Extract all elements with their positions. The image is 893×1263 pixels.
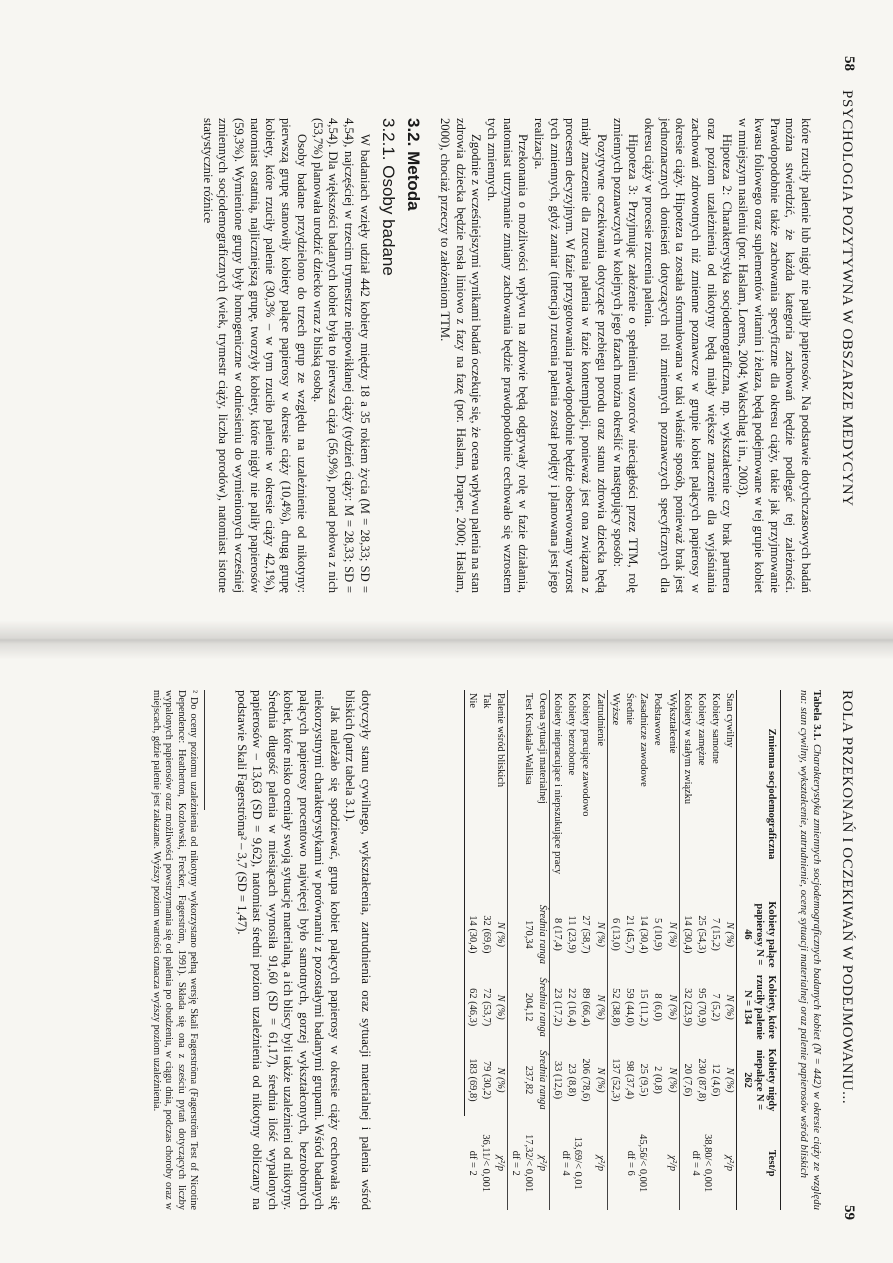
table-column-unit: Średnia ranga <box>535 1044 550 1117</box>
test-value: df = 4 <box>689 1150 701 1176</box>
table-cell: 62 (46,3) <box>464 971 479 1044</box>
table-cell: 6 (13,0) <box>609 917 621 951</box>
table-row-label: Kobiety w stałym związku <box>681 693 693 805</box>
left-text-column <box>199 118 813 593</box>
table-row-label: Kobiety zamężne <box>695 693 707 766</box>
table-column-unit: N (%) <box>493 898 508 971</box>
table-cell: 8 (17,4) <box>551 917 563 951</box>
table-cell: 32 (23,9) <box>681 988 693 1027</box>
table-cell: 95 (70,9) <box>695 988 707 1027</box>
table-cell: 21 (45,7) <box>623 915 635 954</box>
table-header-smokers: Kobiety palące papierosy N = 46 <box>737 898 781 971</box>
test-value: 38,80/< 0,001 <box>702 1134 714 1193</box>
table-header-test: Test/p <box>737 1116 781 1210</box>
table-row <box>508 690 535 1210</box>
table-section-header <box>592 690 607 1210</box>
table-row-label: Kobiety pracujące zawodowo <box>580 693 592 817</box>
table-cell: 12 (4,6) <box>710 1063 722 1097</box>
table-test-result <box>549 1116 592 1210</box>
test-value: 17,32/< 0,001 <box>522 1134 534 1193</box>
sociodemographic-table <box>464 690 781 1210</box>
table-row-label: Kobiety bezrobotne <box>566 693 578 776</box>
table-cell: 33 (12,6) <box>551 1060 563 1100</box>
table-column-unit: χ²/p <box>664 1116 679 1210</box>
paragraph: dotyczyły stanu cywilnego, wykształcenia, zatrudnienia oraz sytuacji materialnej i palenia wśród bliskich (patrz tabela 3.1). <box>343 690 373 1210</box>
table-section-header <box>493 690 508 1210</box>
table-cell: 79 (30,2) <box>480 1060 492 1100</box>
table-cell: 11 (23,9) <box>566 915 578 954</box>
table-section-title: Zatrudnienie <box>592 690 607 898</box>
subsection-heading: 3.2.1. Osoby badane <box>379 118 399 276</box>
table-column-unit: χ²/p <box>592 1116 607 1210</box>
table-row-label: Zasadnicze zawodowe <box>638 693 650 787</box>
table-cell: 14 (30,4) <box>638 915 650 954</box>
table-section-header <box>664 690 679 1210</box>
table-cell: 204,12 <box>522 992 534 1022</box>
table-row-label: Nie <box>464 690 479 898</box>
table-section-header <box>535 690 550 1210</box>
table-column-unit: N (%) <box>493 1044 508 1117</box>
table-column-unit: χ²/p <box>493 1116 508 1210</box>
table-cell: 89 (66,4) <box>580 988 592 1027</box>
table-cell: 25 (54,3) <box>695 915 707 954</box>
table-column-unit: N (%) <box>592 1044 607 1117</box>
table-caption <box>797 690 823 1210</box>
table-cell: 7 (15,2) <box>710 917 722 951</box>
footnote-rule <box>204 690 205 810</box>
table-test-result <box>464 1116 493 1210</box>
table-test-result <box>508 1116 535 1210</box>
table-section-title: Wykształcenie <box>664 690 679 898</box>
table-cell: 23 (17,2) <box>551 988 563 1027</box>
table-caption-label: Tabela 3.1. <box>811 690 823 741</box>
table-cell: 22 (16,4) <box>566 988 578 1027</box>
table-cell: 23 (8,8) <box>566 1063 578 1097</box>
table-row <box>479 690 493 1210</box>
table-cell: 32 (69,6) <box>480 915 492 954</box>
table-column-unit: Średnia ranga <box>535 898 550 971</box>
paragraph: Jak należało się spodziewać, grupa kobiet palących papierosy w okresie ciąży cechowała się niekorzystnymi charakterystykami w porównaniu z pozostałymi badanymi grupami. Wśród badanych palących papierosy procentowo najwięcej było samotnych, gorzej wykształconych, bezrobotnych kobiet, które nisko oceniały swoją sytuację materialną, a ich bliscy byli także uzależnieni od nikotyny. Średnia długość palenia w miesiącach wynosiła 91,60 (SD = 61,17), średnia ilość wypalonych papierosów – 13,63 (SD = 9,62), natomiast średni poziom uzależnienia od nikotyny obliczany na podstawie Skali Fagerströma² – 3,7 (SD = 1,47). <box>235 690 342 1210</box>
table-cell: 52 (38,8) <box>609 988 621 1027</box>
table-column-unit: Średnia ranga <box>535 971 550 1044</box>
table-cell: 7 (5,2) <box>710 993 722 1022</box>
table-test-result <box>607 1116 664 1210</box>
table-column-unit: N (%) <box>722 971 737 1044</box>
table-cell: 230 (87,8) <box>695 1058 707 1102</box>
running-head-left: PSYCHOLOGIA POZYTYWNA W OBSZARZE MEDYCYNY <box>839 90 855 507</box>
test-value: 45,56/< 0,001 <box>637 1134 649 1193</box>
table-row <box>578 690 592 1210</box>
section-heading: 3.2. Metoda <box>404 118 424 211</box>
table-cell: 170,34 <box>522 920 534 949</box>
table-row-label: Podstawowe <box>652 693 664 746</box>
table-cell: 59 (44,0) <box>623 988 635 1027</box>
table-cell: 5 (10,9) <box>652 917 664 951</box>
table-header-variable: Zmienna socjodemograficzna <box>737 690 781 898</box>
table-cell: 8 (6,0) <box>652 993 664 1022</box>
table-cell: 72 (53,7) <box>480 988 492 1027</box>
table-row <box>708 690 722 1210</box>
table-row-label: Tak <box>480 693 492 709</box>
test-value: df = 2 <box>510 1150 522 1176</box>
table-test-result <box>679 1116 722 1210</box>
paragraph: Hipoteza 2: Charakterystyka socjodemograficzna, np. wykształcenie czy brak partnera oraz poziom uzależnienia od nikotyny będą miały większe znaczenie dla wyjaśniania zachowań zdrowotnych niż zmienne poznawcze w grupie kobiet palących papierosy w okresie ciąży. Hipoteza ta została sformułowana w taki właśnie sposób, ponieważ brak jest jednoznacznych doniesień dotyczących roli zmiennych poznawczych specyficznych dla okresu ciąży w procesie rzucenia palenia. <box>641 118 735 593</box>
table-cell: 137 (52,3) <box>609 1058 621 1102</box>
table-cell: 20 (7,6) <box>681 1063 693 1097</box>
page-number-left: 58 <box>841 56 857 71</box>
paragraph: Pozytywne oczekiwania dotyczące przebiegu porodu oraz stanu zdrowia dziecka będą miały znaczenie dla rzucenia palenia w fazie kontemplacji, ponieważ jest ona związana z procesem decyzyjnym. W fazie przygotowania prawdopodobnie będzie obserwowany wzrost tych zmiennych, gdyż zamiar (intencja) rzucenia palenia został podjęty i planowana jest jego realizacja. <box>532 118 609 593</box>
table-column-unit: N (%) <box>592 971 607 1044</box>
table-row <box>650 690 664 1210</box>
test-value: df = 4 <box>560 1150 572 1176</box>
test-value: 36,11/< 0,001 <box>479 1134 491 1193</box>
test-value: df = 6 <box>624 1150 636 1176</box>
table-column-unit: N (%) <box>722 898 737 971</box>
table-cell: 14 (30,4) <box>464 898 479 971</box>
table-column-unit: N (%) <box>664 1044 679 1117</box>
table-cell: 183 (69,8) <box>464 1044 479 1117</box>
table-cell: 98 (37,4) <box>623 1060 635 1100</box>
table-cell: 2 (0,8) <box>652 1066 664 1094</box>
table-section-title: Ocena sytuacji materialnej <box>535 690 550 898</box>
table-header-never-smokers: Kobiety nigdy niepalące N = 262 <box>737 1044 781 1117</box>
paragraph: Zgodnie z wcześniejszymi wynikami badań oczekuje się, że ocena wpływu palenia na stan zdrowia dziecka będzie rosła liniowo z fazy na fazę (por. Haslam, Draper, 2000; Haslam, 2000), chociaż przeczy to założeniom TTM. <box>437 118 484 593</box>
table-row-label: Średnie <box>623 693 635 725</box>
footnote: ² Do oceny poziomu uzależnienia od nikotyny wykorzystano pełną wersję Skali Fagerströma (Fagerström Test of Nicotine Dependence: Heatherton, Kozlowski, Frecker, Fagerström, 1991). Składa się ona z sześciu pytań dotyczących liczby wypalonych papierosów oraz możliwości powstrzymania się od palenia po obudzeniu, w ciągu dnia, podczas choroby oraz w miejscach, gdzie palenie jest zakazane. Wyższy poziom wartości oznacza wyższy poziom uzależnienia. <box>150 690 199 1210</box>
table-caption-text: Charakterystyka zmiennych socjodemograficznych badanych kobiet (N = 442) w okresie ciąży ze względu na: stan cywilny, wykształcenie, zatrudnienie, ocenę sytuacji materialnej oraz palenie papierosów wśród bliskich <box>798 690 823 1210</box>
right-page <box>0 650 893 1263</box>
paragraph: W badaniach wzięły udział 442 kobiety między 18 a 35 rokiem życia (M = 28,33; SD = 4,54), najczęściej w trzecim trymestrze niepowikłanej ciąży (tydzień ciąży: M = 28,33; SD = 4,54). Dla większości badanych kobiet była to pierwsza ciąża (56,9%), ponad połowa z nich (53,7%) planowała urodzić dziecko wraz z bliską osobą. <box>310 118 372 593</box>
table-column-unit: N (%) <box>664 898 679 971</box>
table-column-unit: χ²/p <box>535 1116 550 1210</box>
paragraph: które rzuciły palenie lub nigdy nie paliły papierosów. Na podstawie dotychczasowych badań można stwierdzić, że każda kategoria zachowań będzie podlegać tej zależności. Prawdopodobnie także zachowania specyficzne dla okresu ciąży, takie jak przyjmowanie kwasu foliowego oraz suplementów witamin i żelaza, będą podejmowane w tej grupie kobiet w mniejszym nasileniu (por. Haslam, Lorens, 2004; Wakschlag i in., 2003). <box>736 118 813 593</box>
table-cell: 15 (11,2) <box>638 988 650 1027</box>
table-row-label: Kobiety niepracujące i niepszukujące pracy <box>551 693 563 875</box>
table-header-quitters: Kobiety, które rzuciły palenie N = 134 <box>737 971 781 1044</box>
table-column-unit: N (%) <box>592 898 607 971</box>
table-cell: 25 (9,5) <box>638 1063 650 1097</box>
table-column-unit: N (%) <box>722 1044 737 1117</box>
test-value: df = 2 <box>467 1150 479 1176</box>
table-section-header <box>722 690 737 1210</box>
paragraph: Przekonania o możliwości wpływu na zdrowie będą odgrywały rolę w fazie działania, natomiast utrzymanie zmiany zachowania będzie prawdopodobnie cechowało się wzrostem tych zmiennych. <box>484 118 531 593</box>
table-cell: 14 (30,4) <box>681 915 693 954</box>
left-page <box>0 0 893 625</box>
table-row-label: Wyższe <box>609 693 621 726</box>
table-column-unit: N (%) <box>493 971 508 1044</box>
table-cell: 237,82 <box>522 1065 534 1095</box>
table-cell: 206 (78,6) <box>580 1058 592 1102</box>
table-section-title: Stan cywilny <box>722 690 737 898</box>
table-row-label: Kobiety samotne <box>710 693 722 764</box>
table-column-unit: χ²/p <box>722 1116 737 1210</box>
table-column-unit: N (%) <box>664 971 679 1044</box>
page-number-right: 59 <box>841 1205 857 1220</box>
paragraph: Osoby badane przydzielono do trzech grup ze względu na uzależnienie od nikotyny: pierwszą grupę stanowiły kobiety palące papierosy w okresie ciąży (10,4%), drugą grupę kobiety, które rzuciły palenie (30,3% – w tym rzuciło palenie w okresie ciąży 42,1%), natomiast ostatnią, najliczniejszą grupę, tworzyły kobiety, które nigdy nie paliły papierosów (59,3%). Wymienione grupy były homogeniczne w odniesieniu do wymienionych wcześniej zmiennych socjodemograficznych (wiek, trymestr ciąży, liczba porodów), natomiast istotne statystycznie różnice <box>200 118 309 593</box>
table-row-label: Test Kruskala-Wallisa <box>522 693 534 785</box>
paragraph: Hipoteza 3: Przyjmując założenie o spełnieniu wzorców nieciągłości przez TTM, rolę zmiennych poznawczych w kolejnych jego fazach można określić w następujący sposób: <box>610 118 641 593</box>
running-head-right: ROLA PRZEKONAŃ I OCZEKIWAŃ W PODEJMOWANIU... <box>839 690 855 1105</box>
table-cell: 27 (58,7) <box>580 915 592 954</box>
test-value: 13,69/< 0,01 <box>572 1136 584 1190</box>
right-text-column <box>234 690 374 1210</box>
table-section-title: Palenie wśród bliskich <box>493 690 508 898</box>
